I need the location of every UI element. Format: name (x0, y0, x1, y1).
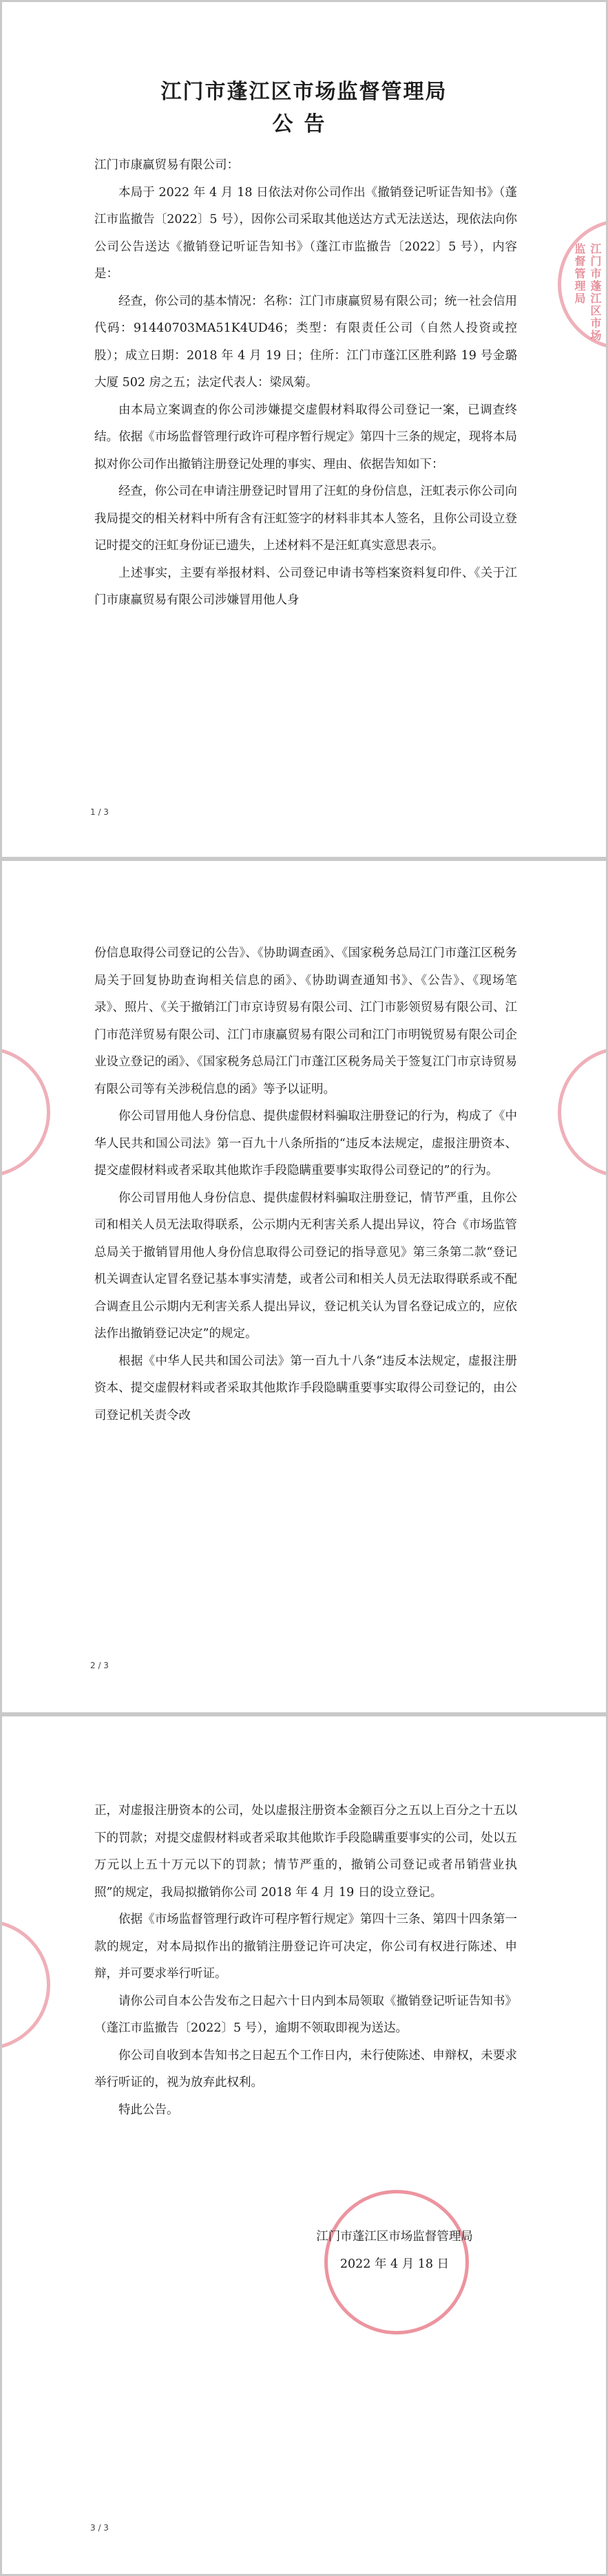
paragraph: 上述事实，主要有举报材料、公司登记申请书等档案资料复印件、《关于江门市康赢贸易有限公司涉嫌冒用他人身 (94, 566, 517, 607)
page-1-body (94, 152, 517, 615)
seal-text: 江门市蓬江区市场监督管理局 (573, 243, 602, 342)
document-page-3 (2, 1716, 606, 2574)
document-subtitle: 公告 (272, 112, 336, 136)
page-2-body (94, 940, 517, 1429)
page-number: 2 / 3 (90, 1661, 109, 1670)
page-3-body (94, 1798, 517, 2124)
paragraph: 正，对虚报注册资本的公司，处以虚报注册资本金额百分之五以上百分之十五以下的罚款；对提交虚假材料或者采取其他欺诈手段隐瞒重要事实的公司，处以五万元以上五十万元以下的罚款；情节严重的，撤销公司登记或者吊销营业执照”的规定，我局拟撤销你公司 2018 年 4 月 19 日的设立登记。 (94, 1804, 517, 1899)
paragraph: 你公司冒用他人身份信息、提供虚假材料骗取注册登记的行为，构成了《中华人民共和国公司法》第一百九十八条所指的“违反本法规定，虚报注册资本、提交虚假材料或者采取其他欺诈手段隐瞒重要事实取得公司登记的”的行为。 (94, 1109, 517, 1178)
paragraph: 份信息取得公司登记的公告》、《协助调查函》、《国家税务总局江门市蓬江区税务局关于回复协助查询相关信息的函》、《协助调查通知书》、《公告》、《现场笔录》、照片、《关于撤销江门市京诗贸易有限公司、江门市影领贸易有限公司、江门市范洋贸易有限公司、江门市康赢贸易有限公司和江门市明锐贸易有限公司企业设立登记的函》、《国家税务总局江门市蓬江区税务局关于签复江门市京诗贸易有限公司等有关涉税信息的函》等予以证明。 (94, 946, 517, 1096)
paragraph: 根据《中华人民共和国公司法》第一百九十八条“违反本法规定，虚报注册资本、提交虚假材料或者采取其他欺诈手段隐瞒重要事实取得公司登记的，由公司登记机关责令改 (94, 1354, 517, 1423)
paragraph: 由本局立案调查的你公司涉嫌提交虚假材料取得公司登记一案，已调查终结。依据《市场监督管理行政许可程序暂行规定》第四十三条的规定，现将本局拟对你公司作出撤销注册登记处理的事实、理由、依据告知如下： (94, 403, 517, 471)
addressee: 江门市康赢贸易有限公司： (94, 158, 239, 172)
paragraph: 经查，你公司的基本情况：名称：江门市康赢贸易有限公司；统一社会信用代码：91440703MA51K4UD46；类型：有限责任公司（自然人投资或控股）；成立日期：2018 年 4 月 19 日；住所：江门市蓬江区胜利路 19 号金璐大厦 502 房之五；法定代表人：梁凤菊。 (94, 294, 517, 390)
page-number: 3 / 3 (90, 2523, 109, 2533)
seam-seal-image (2, 1047, 50, 1178)
seam-seal-image (558, 1047, 606, 1178)
paragraph: 特此公告。 (118, 2103, 179, 2117)
paragraph: 经查，你公司在申请注册登记时冒用了汪虹的身份信息，汪虹表示你公司向我局提交的相关材料中所有含有汪虹签字的材料非其本人签名，且你公司设立登记时提交的汪虹身份证已遗失，上述材料不是汪虹真实意思表示。 (94, 485, 517, 553)
seam-seal-image (2, 1916, 50, 2054)
paragraph: 你公司自收到本告知书之日起五个工作日内，未行使陈述、申辩权，未要求举行听证的，视为放弃此权利。 (94, 2048, 517, 2089)
document-page-2 (2, 861, 606, 1712)
seam-seal-image (558, 215, 606, 353)
document-title: 江门市蓬江区市场监督管理局 (160, 80, 448, 104)
issuer-name: 江门市蓬江区市场监督管理局 (316, 2230, 473, 2244)
paragraph: 你公司冒用他人身份信息、提供虚假材料骗取注册登记，情节严重，且你公司和相关人员无法取得联系，公示期内无利害关系人提出异议，符合《市场监管总局关于撤销冒用他人身份信息取得公司登记的指导意见》第三条第二款“登记机关调查认定冒名登记基本事实清楚，或者公司和相关人员无法取得联系或不配合调查且公示期内无利害关系人提出异议，登记机关认为冒名登记成立的，应依法作出撤销登记决定”的规定。 (94, 1191, 517, 1341)
issue-date: 2022 年 4 月 18 日 (339, 2257, 450, 2271)
paragraph: 依据《市场监督管理行政许可程序暂行规定》第四十三条、第四十四条第一款的规定，对本局拟作出的撤销注册登记许可决定，你公司有权进行陈述、申辩，并可要求举行听证。 (94, 1913, 517, 1981)
paragraph: 本局于 2022 年 4 月 18 日依法对你公司作出《撤销登记听证告知书》（蓬江市监撤告〔2022〕5 号），因你公司采取其他送达方式无法送达，现依法向你公司公告送达《撤销登记听证告知书》（蓬江市监撤告〔2022〕5 号），内容是： (94, 185, 517, 281)
paragraph: 请你公司自本公告发布之日起六十日内到本局领取《撤销登记听证告知书》（蓬江市监撤告〔2022〕5 号），逾期不领取即视为送达。 (94, 1994, 517, 2035)
signature-block (291, 2223, 498, 2278)
page-number: 1 / 3 (90, 807, 109, 817)
document-page-1 (2, 2, 606, 857)
